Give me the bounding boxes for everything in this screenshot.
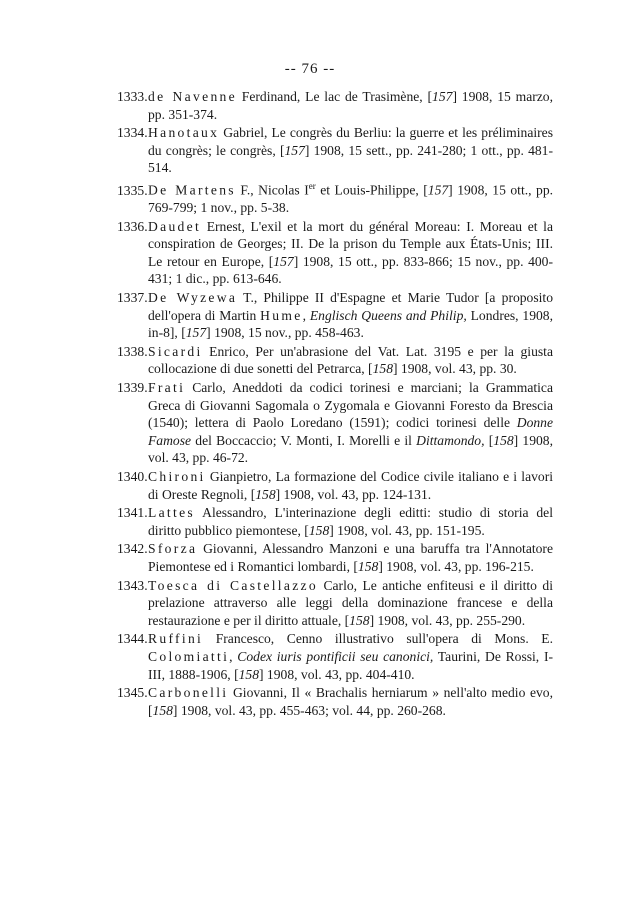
bibliography-entry — [117, 218, 553, 288]
entry-text-3: Londres, 1908, in-8], [ — [148, 307, 554, 341]
entry-tail: ] 1908, 15 nov., pp. 458-463. — [206, 325, 364, 341]
entry-text-2: , — [302, 307, 310, 323]
bibliography-entry — [117, 178, 553, 217]
entry-text: Alessandro, L'interinazione degli editti: studio di storia del diritto pubblico piemontese, [ — [148, 505, 553, 538]
entry-author: De Wyzewa — [148, 290, 238, 306]
entry-text: Enrico, Per un'abrasione del Vat. Lat. 3195 e per la giusta collocazione di due sonetti del Petrarca, [ — [148, 343, 553, 377]
entry-number: 1335. — [117, 182, 148, 198]
entry-text: T., Philippe II d'Espagne et Marie Tudor [a proposito dell'opera di Martin — [148, 290, 553, 323]
entry-text: Ferdinand, Le lac de Trasimène, [ — [236, 89, 433, 104]
entry-tail: ] 1908, vol. 43, pp. 151-195. — [329, 522, 485, 538]
entry-text-2: , — [229, 648, 238, 664]
entry-text: Giovanni, Il « Brachalis herniarum » nell'alto medio evo, [ — [148, 685, 553, 718]
entry-author: Ruffini — [148, 631, 204, 647]
entry-tail: ] 1908, vol. 43, pp. 46-72. — [148, 432, 553, 466]
entry-tail: ] 1908, vol. 43, pp. 455-463; vol. 44, pp. 260-268. — [172, 702, 446, 718]
entry-number: 1339. — [117, 380, 148, 396]
entry-ref: 158 — [493, 432, 514, 448]
entry-superscript: er — [308, 180, 316, 191]
bibliography-list — [117, 88, 553, 720]
entry-tail: ] 1908, vol. 43, pp. 124-131. — [275, 486, 432, 502]
entry-text-3: [ — [484, 432, 494, 448]
entry-title-italic: Donne Famose — [148, 415, 553, 448]
entry-number: 1340. — [117, 469, 148, 484]
entry-number: 1334. — [117, 125, 148, 141]
bibliography-entry — [117, 540, 553, 575]
entry-author: Sforza — [148, 541, 198, 557]
bibliography-entry — [117, 289, 553, 342]
entry-ref: 157 — [273, 253, 294, 269]
entry-number: 1342. — [117, 541, 148, 557]
entry-text: Giovanni, Alessandro Manzoni e una baruffa tra l'Annotatore Piemontese ed i Romantici lombardi, [ — [148, 541, 553, 574]
entry-tail: ] 1908, vol. 43, pp. 30. — [392, 361, 517, 377]
entry-author: Chironi — [148, 469, 206, 484]
entry-text: Gianpietro, La formazione del Codice civile italiano e i lavori di Oreste Regnoli, [ — [148, 469, 553, 502]
entry-tail: ] 1908, 15 ott., pp. 769-799; 1 nov., pp. 5-38. — [148, 182, 554, 216]
entry-author: de Navenne — [148, 89, 237, 104]
entry-author: Toesca di Castellazzo — [148, 577, 318, 593]
bibliography-entry — [117, 630, 553, 683]
entry-author-2: Colomiatti — [148, 648, 230, 664]
entry-text: F., Nicolas I — [235, 182, 309, 198]
entry-number: 1338. — [117, 343, 148, 359]
bibliography-entry — [117, 468, 553, 503]
entry-ref: 158 — [349, 612, 370, 628]
entry-text: Francesco, Cenno illustrativo sull'opera di Mons. E. — [203, 631, 553, 647]
entry-title-italic: Englisch Queens and Philip, — [309, 307, 467, 323]
entry-tail: ] 1908, vol. 43, pp. 404-410. — [259, 666, 415, 682]
entry-tail: ] 1908, 15 sett., pp. 241-280; 1 ott., pp. 481-514. — [148, 142, 553, 176]
entry-tail: ] 1908, 15 marzo, pp. 351-374. — [148, 89, 553, 122]
entry-number: 1333. — [117, 89, 148, 104]
bibliography-entry — [117, 343, 553, 378]
entry-text-2: et Louis-Philippe, [ — [315, 182, 428, 198]
entry-text: Carlo, Aneddoti da codici torinesi e marciani; la Grammatica Greca di Giovanni Sagomala o Zygomala e Giovanni Foresto da Brescia (1540); lettera di Paolo Loredano (1591); codici torinesi delle — [148, 380, 553, 431]
entry-tail: ] 1908, vol. 43, pp. 255-290. — [369, 612, 526, 628]
entry-text: Gabriel, Le congrès du Berliu: la guerre et les préliminaires du congrès; le congrès, [ — [148, 125, 553, 158]
entry-author: Daudet — [148, 218, 202, 234]
entry-tail: ] 1908, 15 ott., pp. 833-866; 15 nov., pp. 400-431; 1 dic., pp. 613-646. — [148, 253, 554, 287]
bibliography-entry — [117, 504, 553, 539]
entry-title-italic: Codex iuris pontificii seu canonici, — [237, 648, 434, 664]
entry-author: De Martens — [148, 182, 236, 198]
entry-ref: 157 — [185, 325, 207, 341]
entry-ref: 157 — [284, 142, 305, 158]
bibliography-entry — [117, 379, 553, 467]
bibliography-entry — [117, 88, 553, 123]
entry-ref: 157 — [432, 89, 453, 104]
entry-author: Carbonelli — [148, 685, 229, 701]
entry-text: Carlo, Le antiche enfiteusi e il diritto di prelazione attraverso alle leggi della dominazione francese e della restaurazione e per il diritto attuale, [ — [148, 577, 553, 628]
entry-ref: 158 — [308, 522, 330, 538]
entry-tail: ] 1908, vol. 43, pp. 196-215. — [378, 558, 534, 574]
entry-number: 1343. — [117, 577, 148, 593]
entry-ref: 157 — [427, 182, 449, 198]
entry-ref: 158 — [152, 702, 173, 718]
bibliography-entry — [117, 684, 553, 719]
entry-author: Frati — [148, 380, 186, 396]
entry-text-2: del Boccaccio; V. Monti, I. Morelli e il — [191, 432, 417, 448]
entry-author: Hanotaux — [148, 125, 220, 141]
entry-author-2: Hume — [260, 307, 303, 323]
page-number: -- 76 -- — [284, 61, 336, 77]
entry-ref: 158 — [255, 486, 276, 502]
entry-number: 1345. — [117, 685, 148, 701]
entry-author: Lattes — [148, 505, 196, 521]
bibliography-entry — [117, 577, 553, 630]
entry-number: 1336. — [117, 218, 148, 234]
entry-ref: 158 — [238, 666, 259, 682]
entry-number: 1337. — [117, 290, 148, 306]
entry-ref: 158 — [372, 361, 393, 377]
entry-ref: 158 — [357, 558, 379, 574]
entry-number: 1341. — [117, 505, 148, 521]
entry-number: 1344. — [117, 631, 148, 647]
entry-text-3: Taurini, De Rossi, I-III, 1888-1906, [ — [148, 648, 553, 682]
entry-author: Sicardi — [148, 343, 203, 359]
entry-title-italic-2: Dittamondo, — [416, 432, 485, 448]
bibliography-entry — [117, 124, 553, 177]
entry-text: Ernest, L'exil et la mort du général Moreau: I. Moreau et la conspiration de Georges; II. De la prison du Temple aux États-Unis; III. Le retour en Europe, [ — [148, 218, 553, 269]
